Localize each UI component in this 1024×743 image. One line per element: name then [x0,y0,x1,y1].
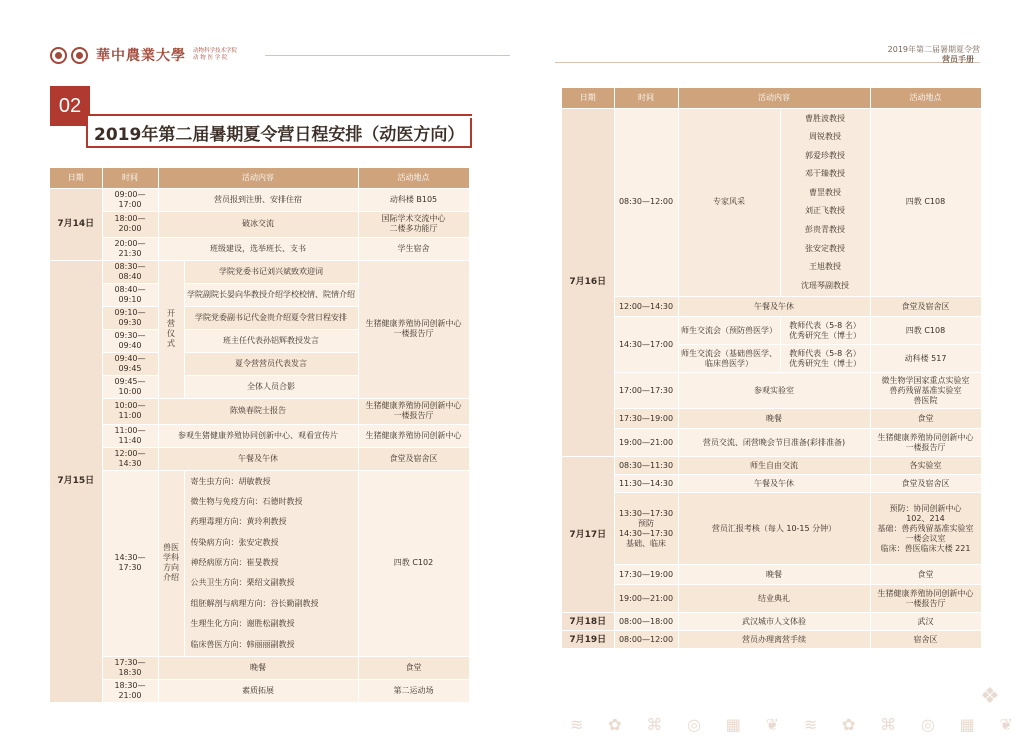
place-cell: 生猪健康养殖协同创新中心 一楼报告厅 [870,585,981,613]
college-name [193,48,237,62]
grid-icon: ▦ [725,715,743,734]
content-cell: 学院党委副书记代金贵介绍夏令营日程安排 [184,306,358,329]
place-cell: 食堂 [358,657,469,680]
time-cell: 19:00—21:00 [614,429,678,457]
table-row [50,398,469,424]
expert-item: 邓干臻教授 [805,169,845,179]
place-cell: 食堂及宿舍区 [358,447,469,470]
time-cell: 08:30—11:30 [614,457,678,475]
place-cell: 国际学术交流中心 二楼多功能厅 [358,211,469,237]
time-cell: 08:40—09:10 [102,283,158,306]
content-cell: 营员办理离营手续 [678,631,870,649]
col-date: 日期 [50,168,102,188]
header-divider [265,55,510,56]
col-place: 活动地点 [358,168,469,188]
table-row [562,475,981,493]
expert-item: 刘正飞教授 [805,206,845,216]
content-cell: 教师代表（5-8 名） 优秀研究生（博士） [780,345,870,373]
footer-pattern [570,712,1015,737]
time-cell: 18:00—20:00 [102,211,158,237]
wave-icon: ≋ [803,715,820,734]
intro-item: 寄生虫方向：胡敏教授 [190,476,271,486]
content-cell: 专家风采 [678,108,780,297]
place-cell: 学生宿舍 [358,237,469,260]
flower-icon: ✿ [841,715,858,734]
table-row [562,429,981,457]
date-cell: 7月18日 [562,613,614,631]
place-cell: 第二运动场 [358,680,469,703]
table-row [562,565,981,585]
intro-item: 药理毒理方向：黄玲利教授 [190,517,287,527]
col-content: 活动内容 [678,88,870,108]
intro-item: 临床兽医方向：韩丽丽副教授 [190,639,295,649]
place-cell: 食堂及宿舍区 [870,297,981,317]
place-cell: 预防：协同创新中心 102、214 基础：兽药残留基准实验室 一楼会议室 临床：兽医临床大楼 221 [870,493,981,565]
time-cell: 08:00—12:00 [614,631,678,649]
expert-item: 曹罡教授 [809,187,841,197]
date-cell: 7月17日 [562,457,614,613]
place-cell: 生猪健康养殖协同创新中心 一楼报告厅 [358,260,469,398]
college-line-2: 动 物 医 学 院 [193,55,228,61]
table-row [562,297,981,317]
expert-item: 沈瑶琴副教授 [801,280,849,290]
content-cell: 营员交流、闭营晚会节目准备(彩排准备) [678,429,870,457]
content-cell: 教师代表（5-8 名） 优秀研究生（博士） [780,317,870,345]
schedule-table-left [50,168,470,703]
place-cell: 四教 C102 [358,470,469,657]
handbook-label: 营员手册 [942,55,974,64]
time-cell: 11:30—14:30 [614,475,678,493]
table-row [50,447,469,470]
time-cell: 12:00—14:30 [102,447,158,470]
date-cell: 7月15日 [50,260,102,703]
title-frame-edge [470,118,472,148]
time-cell: 12:00—14:30 [614,297,678,317]
content-cell: 破冰交流 [158,211,358,237]
expert-item: 郭爱珍教授 [805,150,845,160]
table-header [50,168,469,188]
place-cell: 武汉 [870,613,981,631]
intro-item: 公共卫生方向：栗绍文副教授 [190,578,295,588]
intro-label: 兽医学科 方向介绍 [158,470,184,657]
wave-icon: ≋ [570,715,586,734]
table-row [50,260,469,283]
place-cell: 生猪健康养殖协同创新中心 一楼报告厅 [870,429,981,457]
date-cell: 7月14日 [50,188,102,260]
intro-item: 微生物与免疫方向：石德时教授 [190,496,303,506]
content-cell: 晚餐 [678,565,870,585]
table-row [562,108,981,297]
col-place: 活动地点 [870,88,981,108]
intro-item: 组胚解剖与病理方向：谷长勤副教授 [190,598,319,608]
time-cell: 08:00—18:00 [614,613,678,631]
place-cell: 动科楼 517 [870,345,981,373]
header-divider-right [555,62,980,63]
place-cell: 宿舍区 [870,631,981,649]
header-logo [50,44,237,66]
page-title: 2019年第二届暑期夏令营日程安排（动医方向） [94,125,465,145]
time-cell: 09:10—09:30 [102,306,158,329]
expert-item: 曹胜波教授 [805,113,845,123]
place-cell: 四教 C108 [870,317,981,345]
camp-title: 2019年第二届暑期夏令营 [887,45,980,54]
expert-item: 周锐教授 [809,132,841,142]
time-cell: 11:00—11:40 [102,424,158,447]
college-line-1: 动物科学技术学院 [193,48,238,54]
intro-list [184,470,358,657]
expert-list [780,108,870,297]
time-cell: 17:30—18:30 [102,657,158,680]
time-cell: 19:00—21:00 [614,585,678,613]
time-cell: 09:30—09:40 [102,329,158,352]
col-time: 时间 [614,88,678,108]
table-row [50,188,469,211]
intro-item: 神经病原方向：崔旻教授 [190,558,279,568]
time-cell: 17:30—19:00 [614,409,678,429]
time-cell: 14:30—17:00 [614,317,678,373]
expert-item: 张安定教授 [805,243,845,253]
university-name: 華中農業大學 [96,48,186,64]
expert-item: 彭贵青教授 [805,225,845,235]
intro-item: 传染病方向：张安定教授 [190,537,279,547]
date-cell: 7月16日 [562,108,614,457]
content-cell: 参观生猪健康养殖协同创新中心、观看宣传片 [158,424,358,447]
content-cell: 参观实验室 [678,373,870,409]
time-cell: 13:30—17:30 预防 14:30—17:30 基础、临床 [614,493,678,565]
grid-icon: ▦ [959,715,977,734]
knot-icon: ⌘ [880,715,899,734]
content-cell: 晚餐 [158,657,358,680]
table-row [50,424,469,447]
content-cell: 夏令营营员代表发言 [184,352,358,375]
col-content: 活动内容 [158,168,358,188]
circle-icon: ◎ [920,715,937,734]
time-cell: 17:30—19:00 [614,565,678,585]
content-cell: 班级建设，选举班长、支书 [158,237,358,260]
table-row [562,317,981,345]
college-seal-icon [71,47,88,64]
time-cell: 09:00—17:00 [102,188,158,211]
table-row [562,631,981,649]
content-cell: 午餐及午休 [158,447,358,470]
expert-item: 王旭教授 [809,262,841,272]
time-cell: 09:45—10:00 [102,375,158,398]
section-number: 02 [50,86,90,126]
col-date: 日期 [562,88,614,108]
corner-ornament-icon: ❖ [980,684,1000,709]
col-time: 时间 [102,168,158,188]
content-cell: 晚餐 [678,409,870,429]
content-cell: 班主任代表孙铝辉教授发言 [184,329,358,352]
table-row [50,470,469,657]
place-cell: 动科楼 B105 [358,188,469,211]
content-cell: 营员报到注册、安排住宿 [158,188,358,211]
time-cell: 09:40—09:45 [102,352,158,375]
content-cell: 师生交流会（基础兽医学、 临床兽医学） [678,345,780,373]
opening-ceremony-label: 开 营 仪 式 [158,260,184,398]
table-row [562,373,981,409]
content-cell: 素质拓展 [158,680,358,703]
place-cell: 食堂及宿舍区 [870,475,981,493]
time-cell: 10:00—11:00 [102,398,158,424]
content-cell: 营员汇报考核（每人 10-15 分钟） [678,493,870,565]
knot-icon: ⌘ [646,715,665,734]
circle-icon: ◎ [687,715,704,734]
table-row [562,613,981,631]
leaf-icon: ❦ [999,715,1015,734]
leaf-icon: ❦ [765,715,782,734]
table-row [50,237,469,260]
content-cell: 结业典礼 [678,585,870,613]
table-row [50,680,469,703]
time-cell: 14:30—17:30 [102,470,158,657]
content-cell: 师生自由交流 [678,457,870,475]
time-cell: 20:00—21:30 [102,237,158,260]
table-header [562,88,981,108]
place-cell: 微生物学国家重点实验室 兽药残留基准实验室 兽医院 [870,373,981,409]
time-cell: 08:30—08:40 [102,260,158,283]
flower-icon: ✿ [608,715,624,734]
content-cell: 陈焕春院士报告 [158,398,358,424]
time-cell: 18:30—21:00 [102,680,158,703]
place-cell: 生猪健康养殖协同创新中心 一楼报告厅 [358,398,469,424]
place-cell: 四教 C108 [870,108,981,297]
place-cell: 食堂 [870,409,981,429]
table-row [50,211,469,237]
content-cell: 学院党委书记刘兴斌致欢迎词 [184,260,358,283]
table-row [562,585,981,613]
university-seal-icon [50,47,67,64]
table-row [562,493,981,565]
content-cell: 师生交流会（预防兽医学） [678,317,780,345]
table-row [562,457,981,475]
date-cell: 7月19日 [562,631,614,649]
content-cell: 午餐及午休 [678,475,870,493]
place-cell: 生猪健康养殖协同创新中心 [358,424,469,447]
schedule-table-right [562,88,982,649]
content-cell: 学院副院长晏向华教授介绍学校校情、院情介绍 [184,283,358,306]
intro-item: 生理生化方向：谢胜松副教授 [190,619,295,629]
place-cell: 各实验室 [870,457,981,475]
content-cell: 全体人员合影 [184,375,358,398]
time-cell: 08:30—12:00 [614,108,678,297]
content-cell: 武汉城市人文体验 [678,613,870,631]
content-cell: 午餐及午休 [678,297,870,317]
table-row [562,409,981,429]
table-row [50,657,469,680]
time-cell: 17:00—17:30 [614,373,678,409]
place-cell: 食堂 [870,565,981,585]
